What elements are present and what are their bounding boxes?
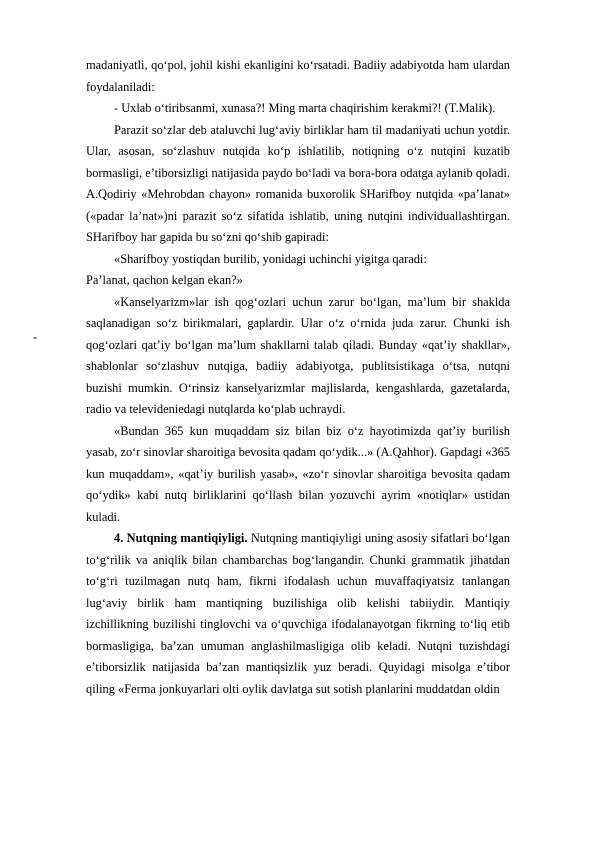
paragraph-8-logic	[86, 528, 510, 700]
paragraph-3-parasite-words: Parazit so‘zlar deb ataluvchi lug‘aviy birliklar ham til madaniyati uchun yotdir. Ular, asosan, so‘zlashuv nutqida ko‘p ishlatilib, notiqning o‘z nutqini kuzatib bormasligi, e’tiborsizligi natijasida paydo bo‘ladi va bora-bora odatga aylanib qoladi. A.Qodiriy «Mehrobdan chayon» romanida buxorolik SHarifboy nutqida «pa’lanat» («padar la’nat»)ni parazit so‘z sifatida ishlatib, uning nutqini individuallashtirgan. SHarifboy har gapida bu so‘zni qo‘shib gapiradi:	[86, 122, 510, 244]
paragraph-1: madaniyatli, qo‘pol, johil kishi ekanligini ko‘rsatadi. Badiiy adabiyotda ham ulardan foydalaniladi:	[86, 58, 510, 94]
paragraph-4-quote: «Sharifboy yostiqdan burilib, yonidagi uchinchi yigitga qaradi:	[114, 251, 427, 266]
paragraph-8-body: Nutqning mantiqiyligi uning asosiy sifatlari bo‘lgan to‘g‘rilik va aniqlik bilan chambarchas bog‘langandir. Chunki grammatik jihatdan to‘g‘ri tuzilmagan nutq ham, fikrni ifodalash uchun muvaffaqiyatsiz tanlangan lug‘aviy birlik ham mantiqning buzilishiga olib kelishi tabiiydir. Mantiqiy izchillikning buzilishi tinglovchi va o‘quvchiga ifodalanayotgan fikrning to‘liq etib bormasligiga, ba’zan umuman anglashilmasligiga olib keladi. Nutqni tuzishdagi e’tiborsizlik natijasida ba’zan mantiqsizlik yuz beradi. Quyidagi misolga e’tibor qiling «Ferma jonkuyarlari olti oylik davlatga sut sotish planlarini muddatdan oldin	[86, 531, 510, 696]
paragraph-6-kanselyarizm: «Kanselyarizm»lar ish qog‘ozlari uchun zarur bo‘lgan, ma’lum bir shaklda saqlanadigan so‘z birikmalari, gaplardir. Ular o‘z o‘rnida juda zarur. Chunki ish qog‘ozlari qat’iy bo‘lgan ma’lum shakllarni talab qiladi. Bunday «qat’iy shakllar», shablonlar so‘zlashuv nutqiga, badiiy adabiyotga, publitsistikaga o‘tsa, nutqni buzishi mumkin. O‘rinsiz kanselyarizmlar majlislarda, kengashlarda, gazetalarda, radio va televideniedagi nutqlarda ko‘plab uchraydi.	[86, 294, 510, 416]
text-column	[86, 55, 510, 700]
paragraph-5-quote-line: Pa’lanat, qachon kelgan ekan?»	[86, 273, 243, 287]
paragraph-2-dialogue: - Uxlab o‘tiribsanmi, xunasa?! Ming marta chaqirishim kerakmi?! (T.Malik).	[114, 101, 496, 115]
margin-dash-marker: -	[33, 330, 38, 344]
paragraph-7-example: «Bundan 365 kun muqaddam siz bilan biz o‘z hayotimizda qat’iy burilish yasab, zo‘r sinovlar sharoitiga bevosita qadam qo‘ydik...» (A.Qahhor). Gapdagi «365 kun muqaddam», «qat’iy burilish yasab», «zo‘r sinovlar sharoitiga bevosita qadam qo‘ydik» kabi nutq birliklarini qo‘llash bilan yozuvchi ayrim «notiqlar» ustidan kuladi.	[86, 423, 510, 524]
section-heading-logic: 4. Nutqning mantiqiyligi.	[114, 531, 248, 545]
